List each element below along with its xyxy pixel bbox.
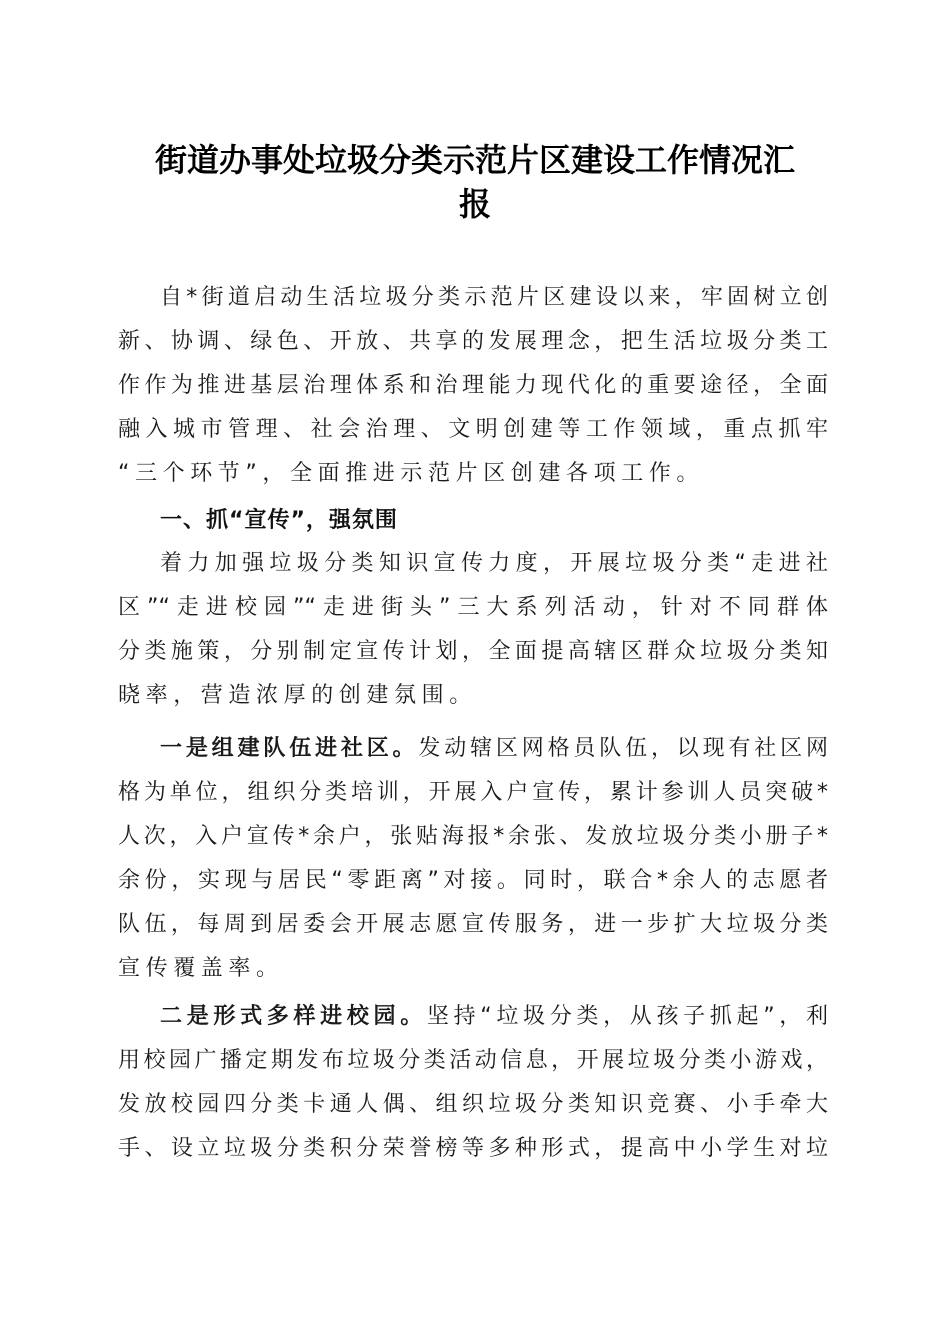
s1p3-line-3: 发放校园四分类卡通人偶、组织垃圾分类知识竞赛、小手牵大 (118, 1092, 828, 1117)
s1p2-line-3: 人次，入户宣传*余户，张贴海报*余张、发放垃圾分类小册子* (118, 824, 828, 849)
intro-line-5: “三个环节”，全面推进示范片区创建各项工作。 (118, 461, 704, 486)
s1p1-line-4: 晓率，营造浓厚的创建氛围。 (118, 683, 477, 708)
s1p2-line-5: 队伍，每周到居委会开展志愿宣传服务，进一步扩大垃圾分类 (118, 912, 828, 937)
s1p3-lead: 二是形式多样进校园。 (160, 1004, 427, 1029)
s1p1-line-1: 着力加强垃圾分类知识宣传力度，开展垃圾分类“走进社 (160, 551, 828, 576)
intro-line-3: 作作为推进基层治理体系和治理能力现代化的重要途径，全面 (118, 373, 828, 398)
document-title-line-1: 街道办事处垃圾分类示范片区建设工作情况汇 (154, 141, 795, 179)
s1p2-line-4: 余份，实现与居民“零距离”对接。同时，联合*余人的志愿者 (118, 868, 828, 893)
intro-line-1: 自*街道启动生活垃圾分类示范片区建设以来，牢固树立创 (160, 285, 828, 310)
s1p3-line-1 (160, 1002, 828, 1032)
intro-line-4: 融入城市管理、社会治理、文明创建等工作领域，重点抓牢 (118, 417, 828, 442)
s1p3-first-rest: 坚持“垃圾分类，从孩子抓起”，利 (426, 1004, 828, 1029)
document-title-line-2: 报 (458, 185, 491, 223)
s1p3-line-2: 用校园广播定期发布垃圾分类活动信息，开展垃圾分类小游戏， (118, 1048, 828, 1073)
s1p2-line-1 (160, 734, 828, 764)
s1p1-line-3: 分类施策，分别制定宣传计划，全面提高辖区群众垃圾分类知 (118, 639, 828, 664)
s1p2-line-2: 格为单位，组织分类培训，开展入户宣传，累计参训人员突破* (118, 780, 828, 805)
s1p3-line-4: 手、设立垃圾分类积分荣誉榜等多种形式，提高中小学生对垃 (118, 1136, 828, 1161)
intro-line-2: 新、协调、绿色、开放、共享的发展理念，把生活垃圾分类工 (118, 329, 828, 354)
s1p2-line-6: 宣传覆盖率。 (118, 956, 284, 981)
s1p2-first-rest: 发动辖区网格员队伍，以现有社区网 (418, 736, 828, 761)
section-heading-1: 一、抓“宣传”，强氛围 (160, 508, 398, 533)
s1p2-lead: 一是组建队伍进社区。 (160, 736, 419, 761)
s1p1-line-2: 区”“走进校园”“走进街头”三大系列活动，针对不同群体 (118, 595, 828, 620)
